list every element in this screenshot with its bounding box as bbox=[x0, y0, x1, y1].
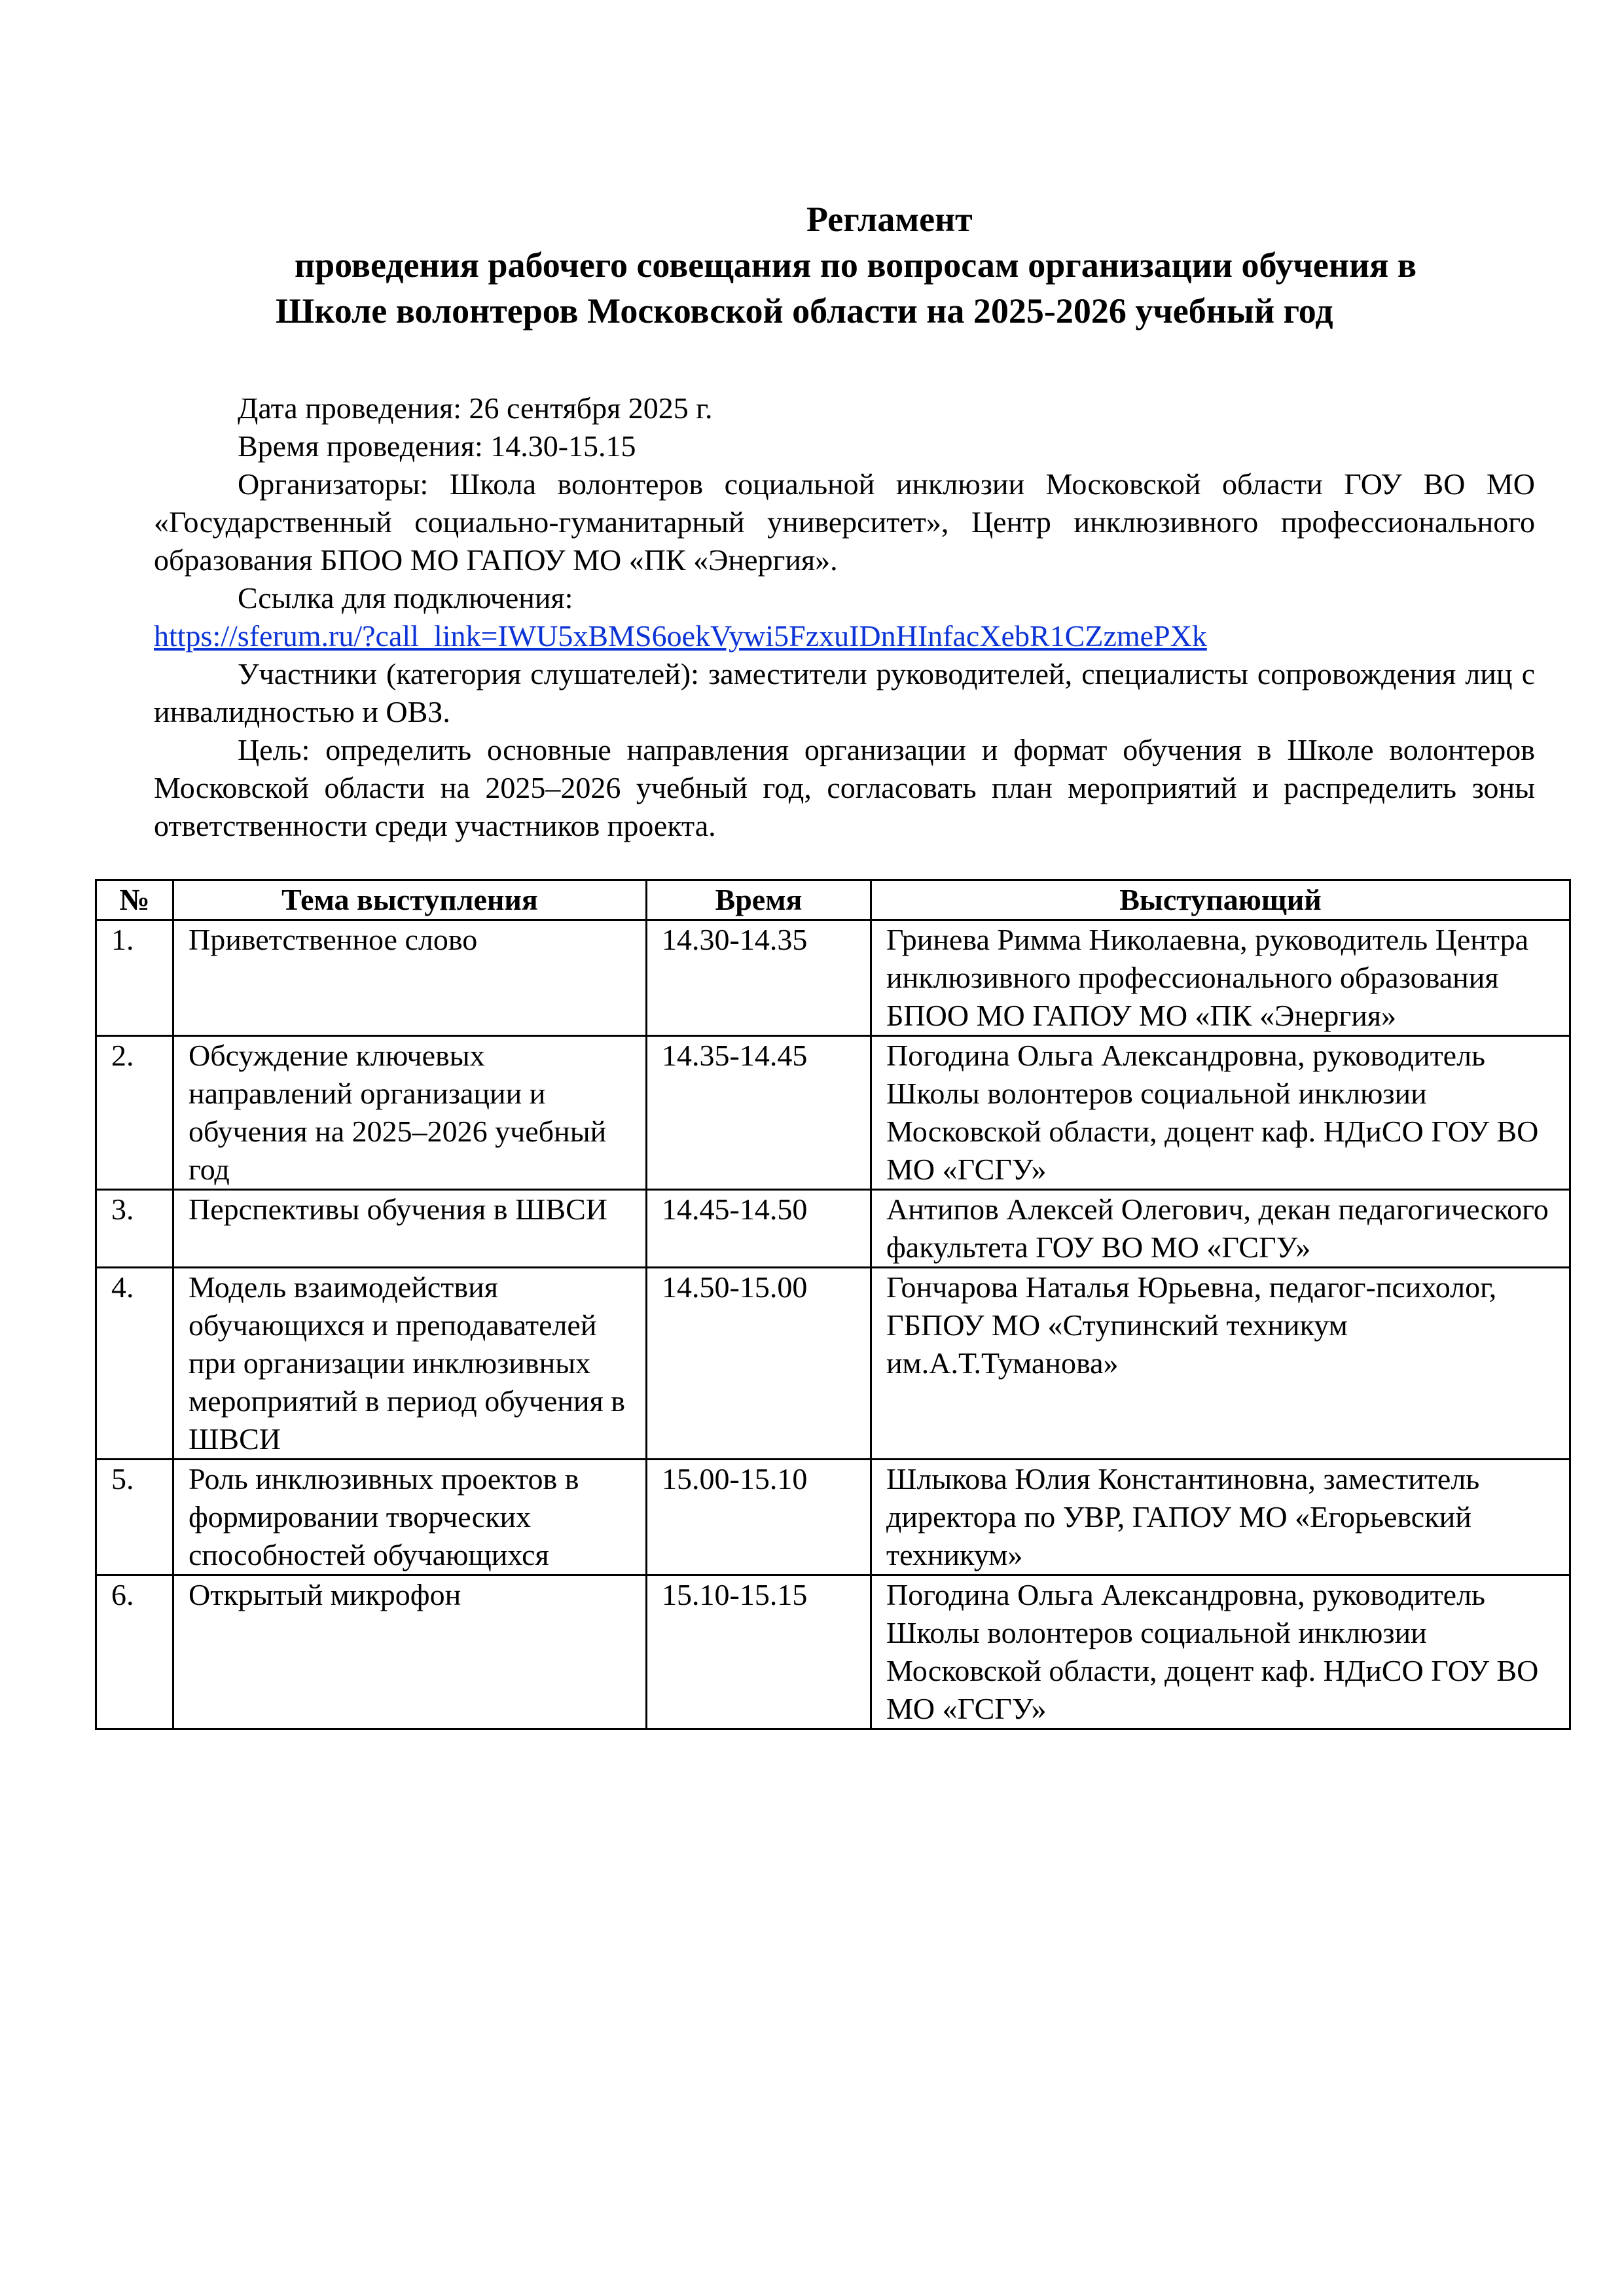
row-topic: Роль инклюзивных проектов в формировании творческих способностей обучающихся bbox=[173, 1460, 647, 1575]
agenda-header-row bbox=[96, 880, 1570, 920]
row-time: 15.00-15.10 bbox=[647, 1460, 871, 1575]
meeting-participants: Участники (категория слушателей): заместители руководителей, специалисты сопровождения лиц с инвалидностью и ОВЗ. bbox=[154, 657, 1535, 728]
title-line-2: проведения рабочего совещания по вопросам организации обучения в bbox=[295, 245, 1416, 285]
title-line-1: Регламент bbox=[806, 200, 973, 239]
meeting-time: Время проведения: 14.30-15.15 bbox=[238, 429, 636, 463]
row-topic: Открытый микрофон bbox=[173, 1575, 647, 1729]
agenda-row bbox=[96, 1190, 1570, 1268]
row-number: 3. bbox=[96, 1190, 173, 1268]
agenda-row bbox=[96, 1575, 1570, 1729]
header-topic: Тема выступления bbox=[173, 880, 647, 920]
header-speaker: Выступающий bbox=[871, 880, 1570, 920]
row-number: 5. bbox=[96, 1460, 173, 1575]
row-time: 15.10-15.15 bbox=[647, 1575, 871, 1729]
row-topic: Модель взаимодействия обучающихся и преподавателей при организации инклюзивных мероприятий в период обучения в ШВСИ bbox=[173, 1268, 647, 1460]
row-speaker: Гончарова Наталья Юрьевна, педагог-психолог, ГБПОУ МО «Ступинский техникум им.А.Т.Туманова» bbox=[871, 1268, 1570, 1460]
agenda-row bbox=[96, 1268, 1570, 1460]
meeting-info bbox=[154, 389, 1535, 845]
row-time: 14.45-14.50 bbox=[647, 1190, 871, 1268]
row-time: 14.50-15.00 bbox=[647, 1268, 871, 1460]
link-label: Ссылка для подключения: bbox=[238, 581, 573, 615]
row-speaker: Шлыкова Юлия Константиновна, заместитель директора по УВР, ГАПОУ МО «Егорьевский техникум» bbox=[871, 1460, 1570, 1575]
agenda-row bbox=[96, 1036, 1570, 1190]
row-topic: Приветственное слово bbox=[173, 920, 647, 1036]
row-number: 1. bbox=[96, 920, 173, 1036]
row-speaker: Погодина Ольга Александровна, руководитель Школы волонтеров социальной инклюзии Московской области, доцент каф. НДиСО ГОУ ВО МО «ГСГУ» bbox=[871, 1036, 1570, 1190]
meeting-date: Дата проведения: 26 сентября 2025 г. bbox=[238, 391, 713, 425]
row-speaker: Антипов Алексей Олегович, декан педагогического факультета ГОУ ВО МО «ГСГУ» bbox=[871, 1190, 1570, 1268]
row-time: 14.35-14.45 bbox=[647, 1036, 871, 1190]
row-topic: Перспективы обучения в ШВСИ bbox=[173, 1190, 647, 1268]
agenda-table bbox=[95, 879, 1571, 1730]
connection-link[interactable]: https://sferum.ru/?call_link=IWU5xBMS6oekVywi5FzxuIDnHInfacXebR1CZzmePXk bbox=[154, 619, 1207, 653]
row-number: 4. bbox=[96, 1268, 173, 1460]
meeting-goal: Цель: определить основные направления организации и формат обучения в Школе волонтеров Московской области на 2025–2026 учебный год, согласовать план мероприятий и распределить зоны ответственности среди участников проекта. bbox=[154, 733, 1535, 842]
row-speaker: Гринева Римма Николаевна, руководитель Центра инклюзивного профессионального образования БПОО МО ГАПОУ МО «ПК «Энергия» bbox=[871, 920, 1570, 1036]
meeting-organizers: Организаторы: Школа волонтеров социальной инклюзии Московской области ГОУ ВО МО «Государственный социально-гуманитарный университет», Центр инклюзивного профессионального образования БПОО МО ГАПОУ МО «ПК «Энергия». bbox=[154, 467, 1535, 577]
row-speaker: Погодина Ольга Александровна, руководитель Школы волонтеров социальной инклюзии Московской области, доцент каф. НДиСО ГОУ ВО МО «ГСГУ» bbox=[871, 1575, 1570, 1729]
row-topic: Обсуждение ключевых направлений организации и обучения на 2025–2026 учебный год bbox=[173, 1036, 647, 1190]
row-number: 2. bbox=[96, 1036, 173, 1190]
agenda-row bbox=[96, 1460, 1570, 1575]
link-paragraph bbox=[154, 617, 1535, 655]
title-line-3: Школе волонтеров Московской области на 2025-2026 учебный год bbox=[276, 291, 1333, 331]
row-number: 6. bbox=[96, 1575, 173, 1729]
header-number: № bbox=[96, 880, 173, 920]
header-time: Время bbox=[647, 880, 871, 920]
agenda-row bbox=[96, 920, 1570, 1036]
row-time: 14.30-14.35 bbox=[647, 920, 871, 1036]
